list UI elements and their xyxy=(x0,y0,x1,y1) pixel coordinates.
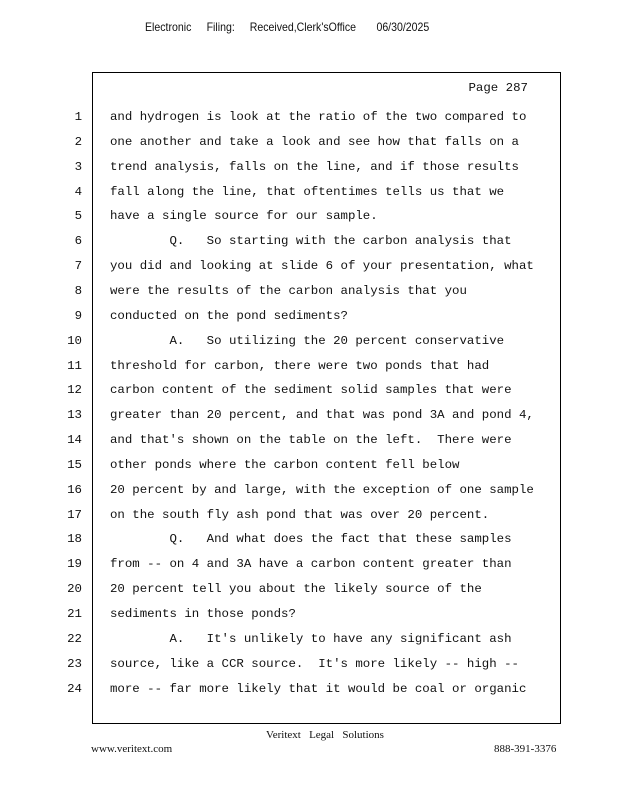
transcript-line: you did and looking at slide 6 of your presentation, what xyxy=(110,259,534,274)
footer-website: www.veritext.com xyxy=(91,743,173,755)
line-number: 23 xyxy=(67,656,82,671)
line-number: 3 xyxy=(74,159,82,174)
line-number: 6 xyxy=(74,234,82,249)
transcript-line: and hydrogen is look at the ratio of the two compared to xyxy=(110,110,527,124)
line-number: 7 xyxy=(74,259,82,274)
line-number: 24 xyxy=(67,681,82,696)
transcript-line: fall along the line, that oftentimes tells us that we xyxy=(110,184,505,199)
transcript-line: greater than 20 percent, and that was pond 3A and pond 4, xyxy=(110,408,534,423)
transcript-line: Q. And what does the fact that these samples xyxy=(110,532,512,547)
line-number: 1 xyxy=(74,110,82,124)
line-number: 12 xyxy=(67,383,82,398)
header-filing: Filing: xyxy=(206,20,235,34)
transcript-line: other ponds where the carbon content fell below xyxy=(110,457,460,472)
transcript-line: threshold for carbon, there were two ponds that had xyxy=(110,358,490,373)
line-number: 15 xyxy=(67,457,82,472)
line-number: 14 xyxy=(67,433,82,448)
transcript-line: 20 percent tell you about the likely source of the xyxy=(110,582,482,597)
transcript-line: were the results of the carbon analysis that you xyxy=(110,283,467,298)
transcript-line: carbon content of the sediment solid samples that were xyxy=(110,383,512,398)
line-number: 4 xyxy=(74,184,82,199)
line-number: 8 xyxy=(74,283,82,298)
header-electronic: Electronic xyxy=(145,20,192,34)
transcript-line: and that's shown on the table on the left. There were xyxy=(110,433,512,448)
header-date: 06/30/2025 xyxy=(376,20,430,34)
line-number: 16 xyxy=(67,482,82,497)
line-number: 19 xyxy=(67,557,82,572)
transcript-line: one another and take a look and see how that falls on a xyxy=(110,134,519,149)
line-number: 20 xyxy=(67,582,82,597)
line-number: 9 xyxy=(74,308,82,323)
line-number: 22 xyxy=(67,631,82,646)
transcript-line: conducted on the pond sediments? xyxy=(110,308,348,323)
line-number: 10 xyxy=(67,333,82,348)
transcript-line: 20 percent by and large, with the exception of one sample xyxy=(110,482,534,497)
footer-phone: 888-391-3376 xyxy=(494,743,557,755)
page-number: Page 287 xyxy=(468,81,528,95)
transcript-line: more -- far more likely that it would be coal or organic xyxy=(110,681,527,696)
line-number: 2 xyxy=(74,134,82,149)
transcript-line: sediments in those ponds? xyxy=(110,607,296,621)
line-number: 11 xyxy=(67,358,82,373)
line-number: 17 xyxy=(67,507,82,522)
line-number: 21 xyxy=(67,607,82,621)
transcript-line: A. It's unlikely to have any significant ash xyxy=(110,631,512,646)
transcript-line: A. So utilizing the 20 percent conservative xyxy=(110,333,505,348)
transcript-line: source, like a CCR source. It's more likely -- high -- xyxy=(110,656,519,671)
line-number: 18 xyxy=(67,532,82,547)
transcript-line: have a single source for our sample. xyxy=(110,209,378,224)
line-number: 5 xyxy=(74,209,82,224)
header-received: Received,Clerk'sOffice xyxy=(249,20,357,34)
transcript-line: on the south fly ash pond that was over 20 percent. xyxy=(110,507,490,522)
transcript-line: from -- on 4 and 3A have a carbon content greater than xyxy=(110,557,512,572)
transcript-line: Q. So starting with the carbon analysis that xyxy=(110,234,512,249)
footer-company: Veritext Legal Solutions xyxy=(266,729,384,741)
transcript-line: trend analysis, falls on the line, and if those results xyxy=(110,159,519,174)
line-number: 13 xyxy=(67,408,82,423)
